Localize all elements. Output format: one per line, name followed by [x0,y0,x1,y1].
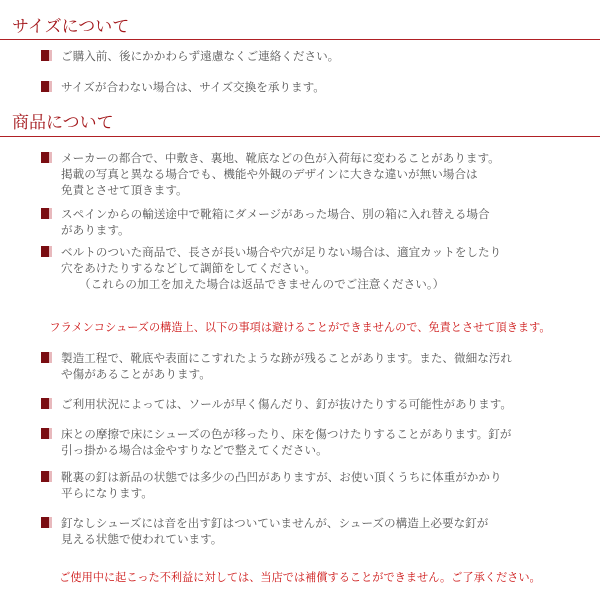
size-item-text: ご購入前、後にかかわらず遠慮なくご連絡ください。 [61,49,340,63]
final-notice: ご使用中に起こった不利益に対しては、当店では補償することができません。ご了承ください。 [59,571,541,584]
flamenco-item-text: ご利用状況によっては、ソールが早く傷んだり、釘が抜けたりする可能性があります。 [61,397,512,411]
flamenco-item-text: 釘なしシューズには音を出す釘はついていませんが、シューズの構造上必要な釘が 見える状態で使われています。 [61,516,489,546]
size-item-text: サイズが合わない場合は、サイズ交換を承ります。 [61,80,325,94]
bullet-icon [41,428,52,439]
bullet-icon [41,81,52,92]
product-section-title: 商品について [12,113,114,133]
size-section-title: サイズについて [12,17,130,37]
product-item-note: （これらの加工を加えた場合は返品できませんのでご注意ください。） [79,277,445,291]
flamenco-item [41,396,591,412]
product-section-rule [0,136,600,137]
product-item-text: メーカーの都合で、中敷き、裏地、靴底などの色が入荷毎に変わることがあります。 掲載の写真と異なる場合でも、機能や外観のデザインに大きな違いが無い場合は 免責とさせて頂きます。 [61,151,500,197]
bullet-icon [41,471,52,482]
product-item [41,244,591,292]
flamenco-item [41,469,591,501]
flamenco-item-text: 床との摩擦で床にシューズの色が移ったり、床を傷つけたりすることがあります。釘が 引っ掛かる場合は金やすりなどで整えてください。 [61,427,512,457]
bullet-icon [41,208,52,219]
flamenco-notice: フラメンコシューズの構造上、以下の事項は避けることができませんので、免責とさせて頂きます。 [49,321,551,334]
bullet-icon [41,152,52,163]
product-item-text: ベルトのついた商品で、長さが長い場合や穴が足りない場合は、適宜カットをしたり 穴をあけたりするなどして調節をしてください。 [61,245,502,275]
size-section-rule [0,39,600,40]
flamenco-item-text: 製造工程で、靴底や表面にこすれたような跡が残ることがあります。また、微細な汚れ や傷があることがあります。 [61,351,512,381]
size-item [41,48,591,64]
product-item [41,206,591,238]
bullet-icon [41,517,52,528]
bullet-icon [41,50,52,61]
bullet-icon [41,398,52,409]
bullet-icon [41,352,52,363]
size-item [41,79,591,95]
flamenco-item [41,350,591,382]
bullet-icon [41,246,52,257]
flamenco-item [41,515,591,547]
product-item [41,150,591,198]
product-item-text: スペインからの輸送途中で靴箱にダメージがあった場合、別の箱に入れ替える場合 があります。 [61,207,490,237]
flamenco-item-text: 靴裏の釘は新品の状態では多少の凸凹がありますが、お使い頂くうちに体重がかかり 平らになります。 [61,470,502,500]
flamenco-item [41,426,591,458]
